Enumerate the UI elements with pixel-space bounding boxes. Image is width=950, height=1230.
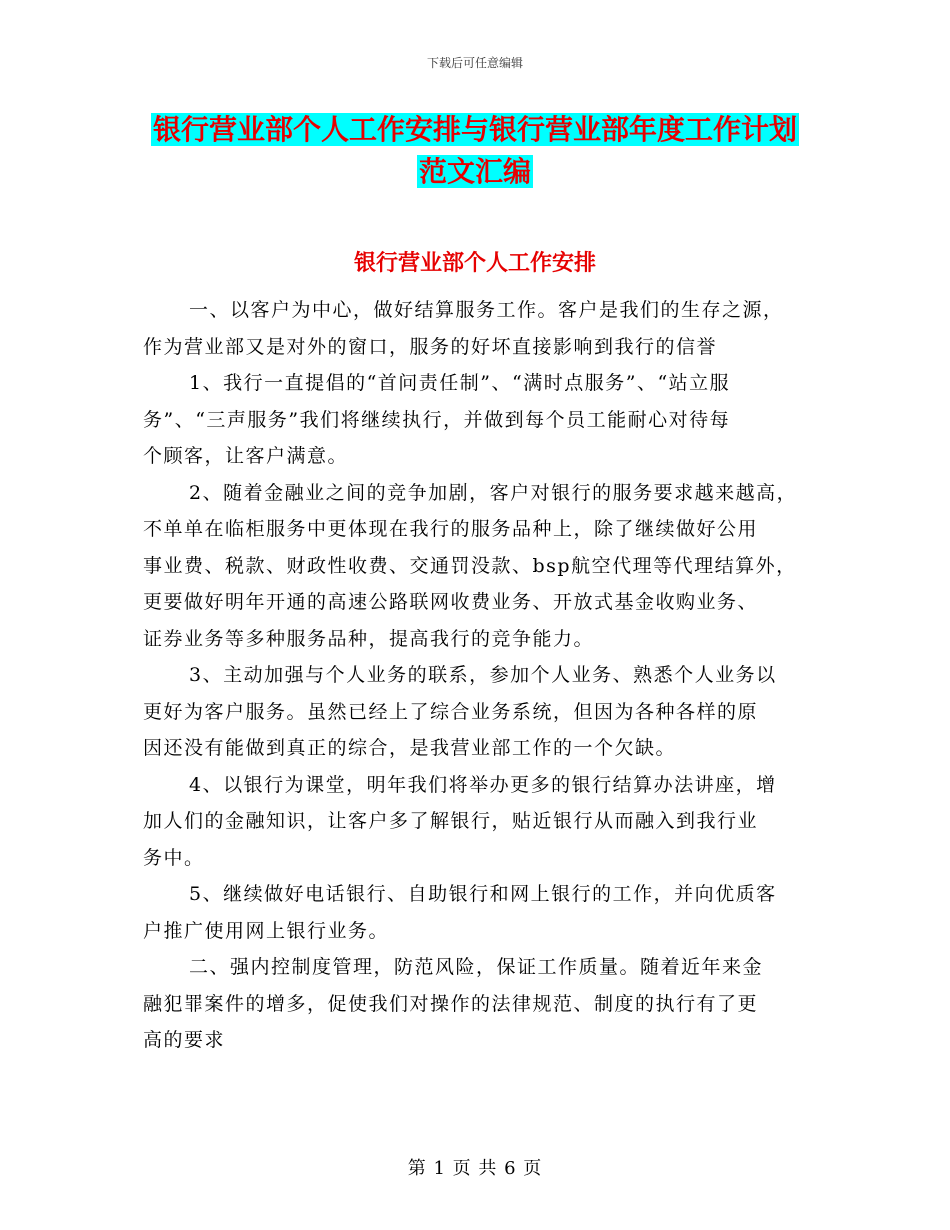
text-line: 更要做好明年开通的高速公路联网收费业务、开放式基金收购业务、 <box>143 591 759 613</box>
document-title-line-1 <box>0 112 950 148</box>
paragraph <box>143 292 811 365</box>
document-body <box>143 292 811 1059</box>
text-line: 更好为客户服务。虽然已经上了综合业务系统，但因为各种各样的原 <box>143 700 759 723</box>
text-line: 融犯罪案件的增多，促使我们对操作的法律规范、制度的执行有了更 <box>143 992 759 1015</box>
paragraph <box>143 365 811 475</box>
document-title-line-2 <box>0 154 950 190</box>
text-line: 加人们的金融知识，让客户多了解银行，贴近银行从而融入到我行业 <box>143 810 759 832</box>
text-line: 务”、“三声服务”我们将继续执行，并做到每个员工能耐心对待每 <box>143 408 731 431</box>
section-title: 银行营业部个人工作安排 <box>353 250 596 276</box>
text-line: 务中。 <box>143 846 205 869</box>
text-line: 高的要求 <box>143 1029 226 1051</box>
text-line: 因还没有能做到真正的综合，是我营业部工作的一个欠缺。 <box>143 737 677 759</box>
text-line: 3、主动加强与个人业务的联系，参加个人业务、熟悉个人业务以 <box>189 664 777 686</box>
paragraph <box>143 876 811 949</box>
page-number-footer: 第 1 页 共 6 页 <box>407 1158 543 1179</box>
text-line: 个顾客，让客户满意。 <box>143 445 349 467</box>
paragraph <box>143 657 811 767</box>
title-highlight-2: 范文汇编 <box>418 155 531 188</box>
text-line: 不单单在临柜服务中更体现在我行的服务品种上，除了继续做好公用 <box>143 518 759 540</box>
text-line: 作为营业部又是对外的窗口，服务的好坏直接影响到我行的信誉 <box>143 335 718 358</box>
text-line: 事业费、税款、财政性收费、交通罚没款、bsp航空代理等代理结算外， <box>143 554 797 577</box>
paragraph <box>143 949 811 1059</box>
paragraph <box>143 475 811 658</box>
text-line: 2、随着金融业之间的竞争加剧，客户对银行的服务要求越来越高， <box>189 481 798 504</box>
text-line: 5、继续做好电话银行、自助银行和网上银行的工作，并向优质客 <box>189 883 777 905</box>
text-line: 二、强内控制度管理，防范风险，保证工作质量。随着近年来金 <box>189 956 764 978</box>
text-line: 1、我行一直提倡的“首问责任制”、“满时点服务”、“站立服 <box>189 372 731 394</box>
text-line: 一、以客户为中心，做好结算服务工作。客户是我们的生存之源， <box>189 299 784 321</box>
text-line: 户推广使用网上银行业务。 <box>143 919 390 942</box>
text-line: 4、以银行为课堂，明年我们将举办更多的银行结算办法讲座，增 <box>189 773 777 796</box>
title-highlight-1: 银行营业部个人工作安排与银行营业部年度工作计划 <box>152 113 797 146</box>
page-header-note: 下载后可任意编辑 <box>426 56 523 70</box>
paragraph <box>143 767 811 877</box>
text-line: 证券业务等多种服务品种，提高我行的竞争能力。 <box>143 627 595 650</box>
